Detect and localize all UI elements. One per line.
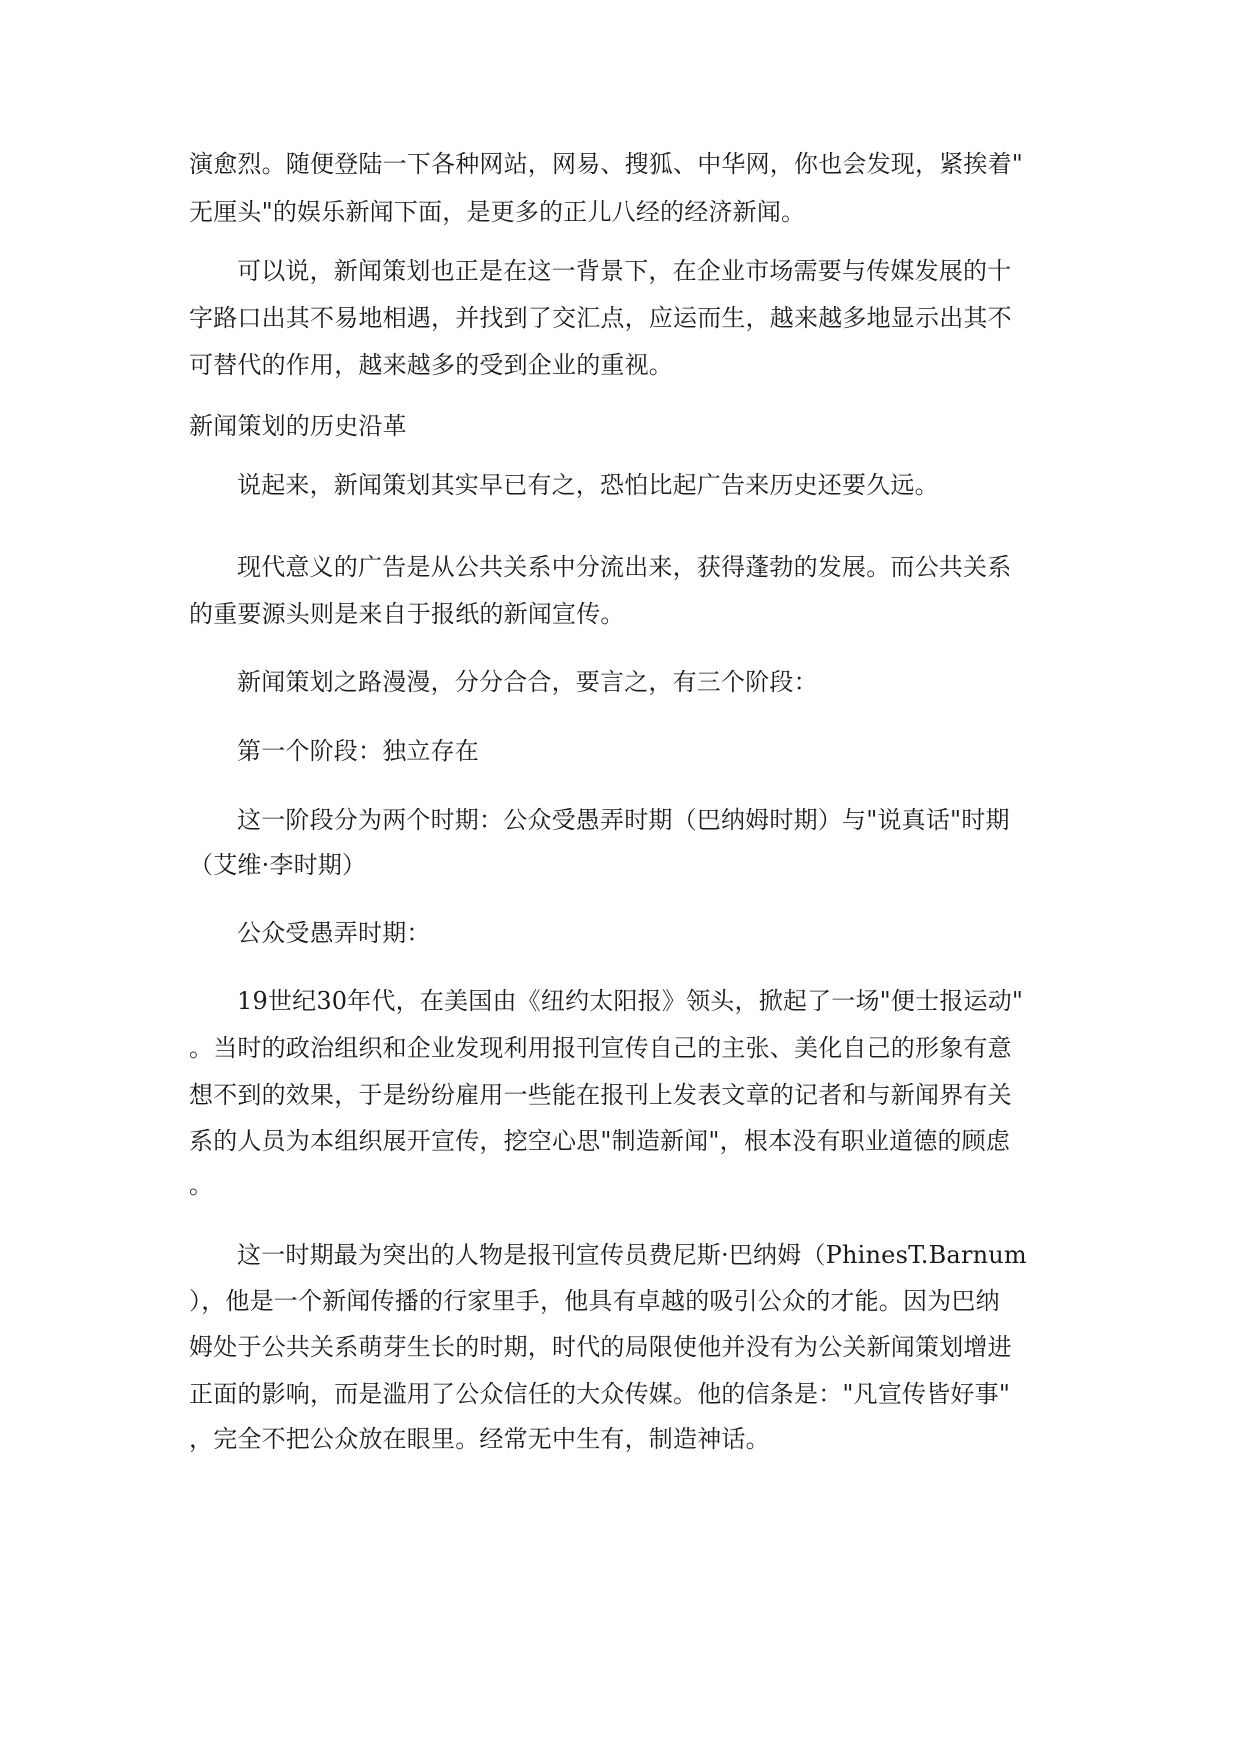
section-heading: 新闻策划的历史沿革	[189, 412, 407, 440]
text-line: 演愈烈。随便登陆一下各种网站，网易、搜狐、中华网，你也会发现，紧挨着"	[189, 150, 1024, 178]
text-line: 想不到的效果，于是纷纷雇用一些能在报刊上发表文章的记者和与新闻界有关	[189, 1081, 1012, 1109]
text-line: 可替代的作用，越来越多的受到企业的重视。	[189, 351, 673, 379]
text-line: 姆处于公共关系萌芽生长的时期，时代的局限使他并没有为公关新闻策划增进	[189, 1333, 1012, 1361]
text-line: 正面的影响，而是滥用了公众信任的大众传媒。他的信条是："凡宣传皆好事"	[189, 1380, 1011, 1408]
text-line: 无厘头"的娱乐新闻下面，是更多的正儿八经的经济新闻。	[189, 198, 806, 226]
text-line: 说起来，新闻策划其实早已有之，恐怕比起广告来历史还要久远。	[237, 471, 939, 499]
text-line: 新闻策划之路漫漫，分分合合，要言之，有三个阶段：	[237, 668, 818, 696]
text-line: 的重要源头则是来自于报纸的新闻宣传。	[189, 600, 625, 628]
text-line: 19世纪30年代，在美国由《纽约太阳报》领头，掀起了一场"便士报运动"	[237, 987, 1024, 1015]
text-line: 这一时期最为突出的人物是报刊宣传员费尼斯·巴纳姆（PhinesT.Barnum	[237, 1241, 1027, 1269]
text-line: 公众受愚弄时期：	[237, 919, 431, 947]
text-line: （艾维·李时期）	[189, 851, 367, 879]
text-line: 可以说，新闻策划也正是在这一背景下，在企业市场需要与传媒发展的十	[237, 257, 1012, 285]
text-line: 系的人员为本组织展开宣传，挖空心思"制造新闻"，根本没有职业道德的顾虑	[189, 1127, 1011, 1155]
text-line: ），他是一个新闻传播的行家里手，他具有卓越的吸引公众的才能。因为巴纳	[189, 1287, 1000, 1315]
text-line: ，完全不把公众放在眼里。经常无中生有，制造神话。	[189, 1425, 770, 1453]
text-line: 现代意义的广告是从公共关系中分流出来，获得蓬勃的发展。而公共关系	[237, 553, 1012, 581]
text-line: 这一阶段分为两个时期：公众受愚弄时期（巴纳姆时期）与"说真话"时期	[237, 806, 1010, 834]
text-line: 第一个阶段：独立存在	[237, 737, 479, 765]
text-line: 。当时的政治组织和企业发现利用报刊宣传自己的主张、美化自己的形象有意	[189, 1034, 1012, 1062]
text-line: 。	[189, 1171, 214, 1199]
text-line: 字路口出其不易地相遇，并找到了交汇点，应运而生，越来越多地显示出其不	[189, 304, 1012, 332]
